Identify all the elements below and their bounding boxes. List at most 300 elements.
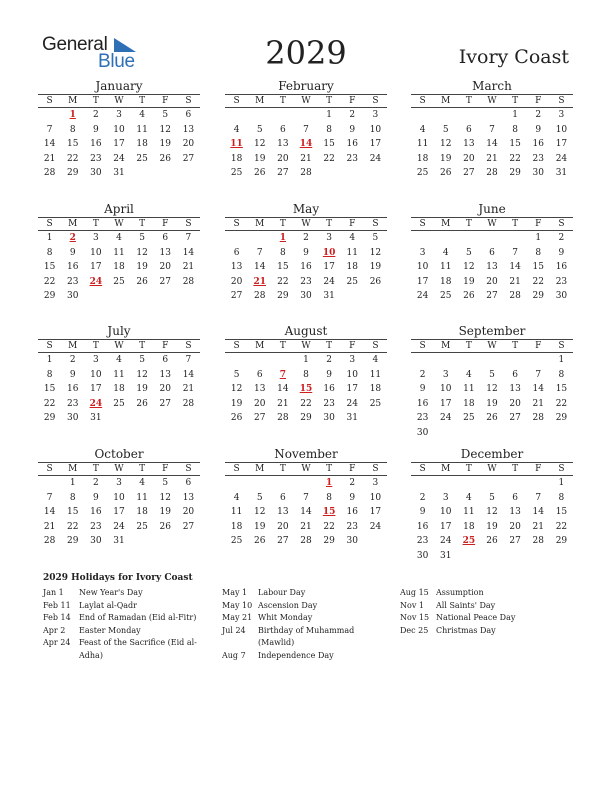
empty-day-cell <box>248 231 271 246</box>
day-cell: 11 <box>416 139 429 149</box>
month-name: December <box>460 447 524 461</box>
day-cell: 16 <box>66 262 79 272</box>
empty-day-cell <box>504 353 527 368</box>
day-cell: 15 <box>323 139 335 149</box>
day-cell: 6 <box>279 492 286 503</box>
day-cell: 30 <box>555 291 568 301</box>
day-cell: 13 <box>159 369 171 380</box>
empty-day-cell <box>434 353 457 368</box>
weekday-header: T <box>271 94 294 108</box>
day-cell: 10 <box>113 124 125 135</box>
day-cell: 6 <box>162 355 169 365</box>
holiday-column <box>400 587 570 637</box>
day-cell: 22 <box>43 398 56 409</box>
day-cell: 14 <box>486 139 498 149</box>
day-cell: 18 <box>230 153 243 164</box>
day-cell: 15 <box>66 139 79 149</box>
holiday-item <box>222 600 392 613</box>
weekday-header: S <box>225 217 248 231</box>
day-cell: 4 <box>349 233 356 243</box>
holiday-item <box>43 587 213 600</box>
holiday-date: Feb 14 <box>43 613 71 622</box>
day-cell: 14 <box>277 384 289 394</box>
month-name: January <box>95 79 143 93</box>
month-day-grid <box>38 94 200 181</box>
day-cell: 26 <box>439 168 452 178</box>
weekday-header: W <box>294 339 317 353</box>
weekday-header: T <box>84 339 107 353</box>
month-day-grid <box>38 217 200 304</box>
holiday-name: Independence Day <box>258 650 334 660</box>
day-cell: 3 <box>419 247 426 258</box>
holiday-day-cell: 10 <box>322 247 336 258</box>
day-cell: 31 <box>90 413 102 423</box>
day-cell: 24 <box>439 536 452 546</box>
day-cell: 18 <box>369 384 382 394</box>
empty-day-cell <box>480 353 503 368</box>
day-cell: 16 <box>416 521 429 532</box>
holiday-name: Labour Day <box>258 588 306 597</box>
day-cell: 7 <box>256 247 263 258</box>
day-cell: 5 <box>139 233 145 243</box>
day-cell: 30 <box>90 536 102 546</box>
day-cell: 19 <box>136 384 148 394</box>
day-cell: 1 <box>558 478 565 488</box>
day-cell: 7 <box>185 355 192 365</box>
day-cell: 19 <box>486 398 498 409</box>
empty-day-cell <box>271 353 294 368</box>
empty-day-cell <box>457 108 480 123</box>
day-cell: 23 <box>66 276 79 287</box>
country-title: Ivory Coast <box>458 46 569 68</box>
day-cell: 13 <box>253 384 266 394</box>
weekday-header: W <box>294 462 317 476</box>
day-cell: 2 <box>303 233 309 243</box>
day-cell: 13 <box>277 139 289 149</box>
day-cell: 8 <box>303 369 309 380</box>
day-cell: 6 <box>279 124 286 135</box>
day-cell: 15 <box>66 507 79 517</box>
day-cell: 4 <box>116 233 122 243</box>
day-cell: 19 <box>369 262 382 272</box>
day-cell: 23 <box>346 521 358 532</box>
day-cell: 26 <box>369 276 382 287</box>
day-cell: 5 <box>162 478 169 488</box>
day-cell: 14 <box>43 507 56 517</box>
day-cell: 19 <box>159 139 171 149</box>
holiday-day-cell: 15 <box>322 507 336 517</box>
weekday-header: T <box>457 217 480 231</box>
weekday-header: T <box>457 339 480 353</box>
day-cell: 24 <box>369 521 382 532</box>
day-cell: 3 <box>116 110 122 120</box>
day-cell: 13 <box>230 262 243 272</box>
day-cell: 25 <box>230 536 243 546</box>
day-cell: 25 <box>416 168 429 178</box>
day-cell: 21 <box>182 384 195 394</box>
day-cell: 26 <box>159 521 171 532</box>
day-cell: 8 <box>558 492 565 503</box>
weekday-header: S <box>38 94 61 108</box>
weekday-header: S <box>38 217 61 231</box>
holiday-item <box>43 637 213 662</box>
month-september <box>411 324 573 440</box>
day-cell: 3 <box>442 369 449 380</box>
day-cell: 21 <box>532 398 544 409</box>
day-cell: 3 <box>92 233 99 243</box>
day-cell: 17 <box>369 507 382 517</box>
day-cell: 2 <box>92 110 99 120</box>
day-cell: 11 <box>136 124 148 135</box>
weekday-header: F <box>527 339 550 353</box>
month-name: May <box>292 202 320 216</box>
month-day-grid <box>225 94 387 181</box>
day-cell: 29 <box>66 536 79 546</box>
day-cell: 18 <box>463 398 475 409</box>
day-cell: 19 <box>230 398 243 409</box>
day-cell: 19 <box>439 153 452 164</box>
day-cell: 1 <box>46 233 53 243</box>
holiday-name: Assumption <box>436 588 484 597</box>
day-cell: 19 <box>486 521 498 532</box>
day-cell: 7 <box>303 492 309 503</box>
weekday-header: T <box>318 462 341 476</box>
day-cell: 7 <box>46 124 53 135</box>
holiday-item <box>222 625 392 650</box>
empty-day-cell <box>434 231 457 246</box>
holiday-item <box>43 612 213 625</box>
day-cell: 5 <box>256 492 263 503</box>
day-cell: 10 <box>369 492 382 503</box>
holiday-date: Apr 24 <box>43 638 71 647</box>
holiday-item <box>43 625 213 638</box>
empty-day-cell <box>411 231 434 246</box>
day-cell: 1 <box>535 233 542 243</box>
weekday-header: W <box>480 462 503 476</box>
day-cell: 4 <box>465 492 472 503</box>
day-cell: 1 <box>558 355 565 365</box>
holiday-name: National Peace Day <box>436 613 516 622</box>
day-cell: 24 <box>369 153 382 164</box>
month-april <box>38 202 200 304</box>
day-cell: 16 <box>532 139 544 149</box>
weekday-header: T <box>131 339 154 353</box>
day-cell: 6 <box>233 247 240 258</box>
day-cell: 15 <box>532 262 544 272</box>
day-cell: 22 <box>555 398 568 409</box>
empty-day-cell <box>248 108 271 123</box>
day-cell: 28 <box>509 291 521 301</box>
weekday-header: W <box>107 217 130 231</box>
day-cell: 16 <box>66 384 79 394</box>
day-cell: 21 <box>182 262 195 272</box>
day-cell: 11 <box>113 247 125 258</box>
weekday-header: F <box>527 94 550 108</box>
empty-day-cell <box>480 108 503 123</box>
day-cell: 28 <box>300 536 312 546</box>
day-cell: 27 <box>159 276 171 287</box>
holiday-name: Christmas Day <box>436 625 496 635</box>
day-cell: 2 <box>326 355 332 365</box>
day-cell: 14 <box>43 139 56 149</box>
day-cell: 13 <box>182 492 195 503</box>
day-cell: 17 <box>323 262 335 272</box>
day-cell: 13 <box>159 247 171 258</box>
day-cell: 16 <box>555 262 568 272</box>
holiday-item <box>222 612 392 625</box>
day-cell: 9 <box>303 247 309 258</box>
day-cell: 8 <box>558 369 565 380</box>
holiday-day-cell: 24 <box>89 398 103 409</box>
empty-day-cell <box>294 108 317 123</box>
day-cell: 27 <box>230 291 243 301</box>
day-cell: 28 <box>277 413 289 423</box>
day-cell: 12 <box>230 384 243 394</box>
day-cell: 6 <box>185 478 192 488</box>
day-cell: 8 <box>46 369 53 380</box>
day-cell: 10 <box>555 124 568 135</box>
empty-day-cell <box>457 353 480 368</box>
day-cell: 26 <box>136 276 148 287</box>
empty-day-cell <box>411 353 434 368</box>
day-cell: 19 <box>463 276 475 287</box>
logo-text-blue: Blue <box>98 51 135 72</box>
holiday-date: Jan 1 <box>43 588 64 597</box>
weekday-header: F <box>154 94 177 108</box>
day-cell: 25 <box>136 153 148 164</box>
day-cell: 26 <box>159 153 171 164</box>
day-cell: 31 <box>323 291 335 301</box>
day-cell: 22 <box>532 276 544 287</box>
holiday-name: Birthday of Muhammad (Mawlid) <box>258 625 355 647</box>
empty-day-cell <box>38 108 61 123</box>
day-cell: 9 <box>535 124 542 135</box>
day-cell: 15 <box>43 384 56 394</box>
weekday-header: W <box>480 94 503 108</box>
day-cell: 20 <box>159 262 171 272</box>
day-cell: 10 <box>346 369 358 380</box>
day-cell: 9 <box>419 507 426 517</box>
day-cell: 17 <box>416 276 429 287</box>
day-cell: 29 <box>555 536 568 546</box>
day-cell: 30 <box>416 427 429 438</box>
day-cell: 30 <box>66 413 79 423</box>
day-cell: 3 <box>558 110 565 120</box>
weekday-header: F <box>154 339 177 353</box>
day-cell: 16 <box>300 262 312 272</box>
day-cell: 20 <box>159 384 171 394</box>
weekday-header: M <box>248 462 271 476</box>
day-cell: 11 <box>463 507 475 517</box>
holiday-name: Whit Monday <box>258 613 313 622</box>
empty-day-cell <box>225 353 248 368</box>
day-cell: 14 <box>253 262 266 272</box>
day-cell: 16 <box>90 507 102 517</box>
day-cell: 9 <box>419 384 426 394</box>
weekday-header: M <box>434 462 457 476</box>
weekday-header: M <box>248 217 271 231</box>
day-cell: 30 <box>323 413 335 423</box>
day-cell: 4 <box>116 355 122 365</box>
day-cell: 23 <box>300 276 312 287</box>
month-day-grid <box>225 217 387 304</box>
day-cell: 5 <box>489 369 495 380</box>
day-cell: 1 <box>46 355 53 365</box>
empty-day-cell <box>248 353 271 368</box>
day-cell: 7 <box>535 369 542 380</box>
day-cell: 22 <box>323 153 335 164</box>
day-cell: 22 <box>66 521 79 532</box>
day-cell: 4 <box>139 478 145 488</box>
day-cell: 18 <box>113 262 125 272</box>
day-cell: 17 <box>90 262 102 272</box>
day-cell: 16 <box>90 139 102 149</box>
day-cell: 25 <box>113 276 125 287</box>
holiday-date: Aug 7 <box>222 650 246 660</box>
day-cell: 5 <box>233 369 240 380</box>
day-cell: 18 <box>346 262 358 272</box>
holidays-title: 2029 Holidays for Ivory Coast <box>43 573 193 583</box>
day-cell: 3 <box>372 110 379 120</box>
day-cell: 8 <box>326 124 332 135</box>
holiday-day-cell: 11 <box>230 139 243 149</box>
month-day-grid <box>225 339 387 426</box>
day-cell: 23 <box>66 398 79 409</box>
day-cell: 30 <box>300 291 312 301</box>
day-cell: 25 <box>230 168 243 178</box>
day-cell: 3 <box>372 478 379 488</box>
day-cell: 28 <box>43 168 56 178</box>
day-cell: 10 <box>369 124 382 135</box>
weekday-header: S <box>411 217 434 231</box>
holiday-item <box>222 587 392 600</box>
day-cell: 15 <box>555 384 568 394</box>
logo-text-general: General <box>42 34 108 55</box>
day-cell: 22 <box>43 276 56 287</box>
weekday-header: S <box>177 339 200 353</box>
day-cell: 20 <box>277 521 289 532</box>
weekday-header: S <box>38 339 61 353</box>
weekday-header: S <box>364 94 387 108</box>
day-cell: 15 <box>43 262 56 272</box>
empty-day-cell <box>271 476 294 491</box>
day-cell: 5 <box>162 110 169 120</box>
day-cell: 10 <box>439 507 452 517</box>
weekday-header: S <box>225 339 248 353</box>
day-cell: 23 <box>416 413 429 423</box>
day-cell: 30 <box>90 168 102 178</box>
holiday-date: Jul 24 <box>222 625 246 635</box>
weekday-header: W <box>107 462 130 476</box>
day-cell: 8 <box>69 124 76 135</box>
weekday-header: T <box>131 462 154 476</box>
day-cell: 22 <box>323 521 335 532</box>
day-cell: 24 <box>416 291 429 301</box>
holiday-item <box>400 587 570 600</box>
empty-day-cell <box>294 476 317 491</box>
day-cell: 6 <box>185 110 192 120</box>
holiday-date: Dec 25 <box>400 625 429 635</box>
day-cell: 12 <box>369 247 382 258</box>
day-cell: 14 <box>182 369 195 380</box>
day-cell: 27 <box>277 536 289 546</box>
weekday-header: M <box>434 339 457 353</box>
day-cell: 6 <box>162 233 169 243</box>
weekday-header: T <box>504 217 527 231</box>
day-cell: 29 <box>323 536 335 546</box>
weekday-header: T <box>271 339 294 353</box>
day-cell: 15 <box>555 507 568 517</box>
day-cell: 19 <box>253 521 266 532</box>
day-cell: 23 <box>346 153 358 164</box>
weekday-header: M <box>248 339 271 353</box>
day-cell: 29 <box>43 291 56 301</box>
day-cell: 9 <box>349 492 356 503</box>
month-january <box>38 79 200 181</box>
day-cell: 8 <box>279 247 286 258</box>
month-name: June <box>478 202 506 216</box>
day-cell: 27 <box>463 168 475 178</box>
day-cell: 20 <box>182 139 195 149</box>
day-cell: 17 <box>369 139 382 149</box>
holiday-name: Feast of the Sacrifice (Eid al-Adha) <box>79 638 197 660</box>
day-cell: 28 <box>43 536 56 546</box>
holiday-day-cell: 25 <box>462 536 476 546</box>
day-cell: 22 <box>509 153 521 164</box>
day-cell: 14 <box>182 247 195 258</box>
day-cell: 21 <box>486 153 498 164</box>
weekday-header: W <box>107 339 130 353</box>
day-cell: 29 <box>300 413 312 423</box>
holiday-item <box>400 612 570 625</box>
day-cell: 11 <box>113 369 125 380</box>
weekday-header: F <box>154 217 177 231</box>
weekday-header: F <box>341 94 364 108</box>
day-cell: 28 <box>532 536 544 546</box>
weekday-header: T <box>457 94 480 108</box>
weekday-header: T <box>504 94 527 108</box>
weekday-header: W <box>294 217 317 231</box>
day-cell: 6 <box>489 247 495 258</box>
weekday-header: T <box>84 94 107 108</box>
weekday-header: T <box>318 339 341 353</box>
empty-day-cell <box>248 476 271 491</box>
month-day-grid <box>411 462 573 563</box>
day-cell: 28 <box>253 291 266 301</box>
day-cell: 13 <box>463 139 475 149</box>
day-cell: 21 <box>509 276 521 287</box>
holiday-date: May 1 <box>222 588 248 597</box>
holiday-day-cell: 15 <box>299 384 313 394</box>
day-cell: 4 <box>139 110 145 120</box>
holiday-date: Nov 15 <box>400 613 430 622</box>
day-cell: 19 <box>136 262 148 272</box>
weekday-header: T <box>271 217 294 231</box>
empty-day-cell <box>434 476 457 491</box>
day-cell: 14 <box>509 262 521 272</box>
day-cell: 17 <box>555 139 568 149</box>
day-cell: 21 <box>300 521 312 532</box>
weekday-header: W <box>294 94 317 108</box>
day-cell: 11 <box>369 369 382 380</box>
weekday-header: F <box>341 462 364 476</box>
month-name: March <box>472 79 512 93</box>
weekday-header: F <box>154 462 177 476</box>
day-cell: 6 <box>465 124 472 135</box>
day-cell: 10 <box>113 492 125 503</box>
year-title: 2029 <box>265 34 347 72</box>
day-cell: 10 <box>439 384 452 394</box>
